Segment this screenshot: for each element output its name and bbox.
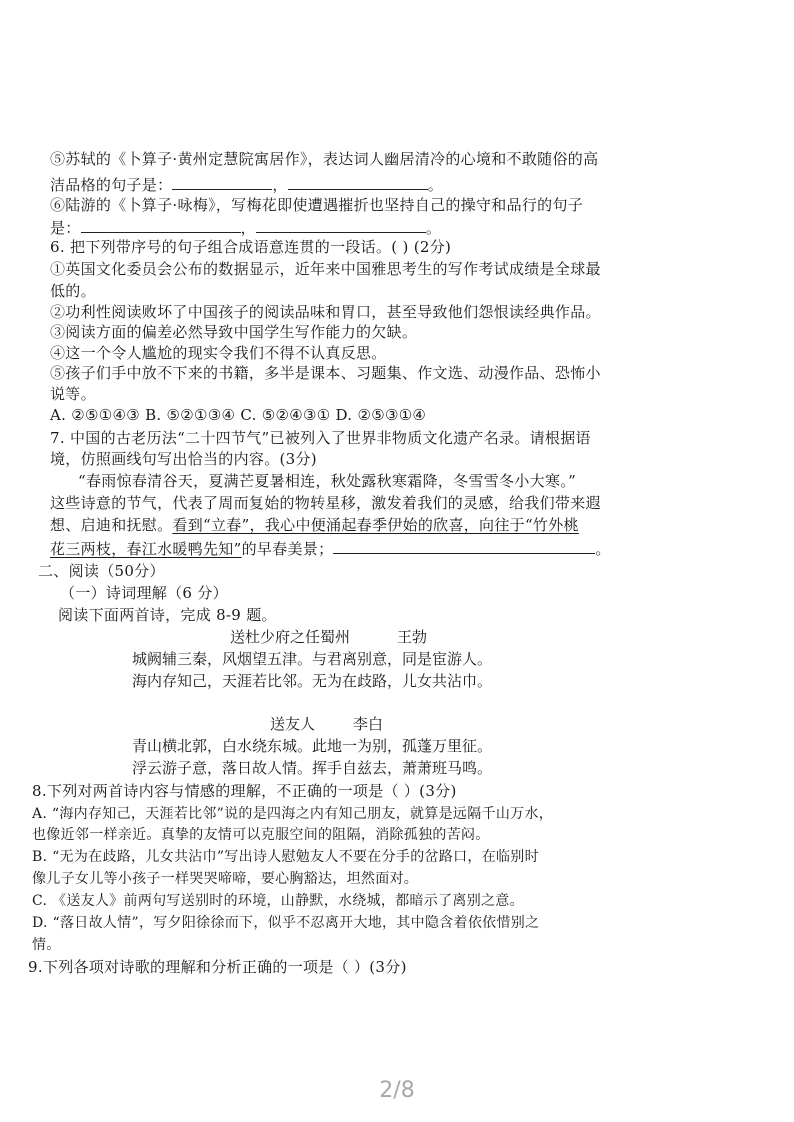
page-indicator: 2/8 — [379, 1078, 415, 1103]
poem1-title: 送杜少府之任蜀州 — [230, 628, 351, 646]
q6-sentence-5a: ⑤孩子们手中放不下来的书籍，多半是课本、习题集、作文选、动漫作品、恐怖小 — [50, 364, 601, 382]
q8-option-b-line2: 像儿子女儿等小孩子一样哭哭啼啼，要心胸豁达，坦然面对。 — [32, 871, 419, 887]
q7-passage-line3: 花三两枝，春江水暖鸭先知”的早春美景； 。 — [50, 537, 650, 560]
poem1-line2: 海内存知己，天涯若比邻。无为在歧路，儿女共沾巾。 — [132, 672, 493, 690]
answer-blank[interactable] — [288, 173, 428, 190]
answer-blank[interactable] — [256, 216, 426, 233]
section-subtitle: （一）诗词理解（6 分） — [60, 584, 228, 602]
q6-sentence-1b: 低的。 — [50, 282, 96, 300]
q8-option-c: C. 《送友人》前两句写送别时的环境，山静默，水绕城，都暗示了离别之意。 — [32, 893, 524, 909]
q6-options: A. ②⑤①④③ B. ⑤②①③④ C. ⑤②④③① D. ②⑤③①④ — [50, 406, 427, 424]
poem2-line1: 青山横北郭，白水绕东城。此地一为别，孤蓬万里征。 — [132, 737, 493, 755]
poem2-title: 送友人 — [270, 715, 316, 733]
q5-item5-line2: 洁品格的句子是： ， 。 — [50, 173, 650, 196]
q5-item6-line1: ⑥陆游的《卜算子·咏梅》，写梅花即使遭遇摧折也坚持自己的操守和品行的句子 — [50, 196, 584, 214]
q9-stem: 9.下列各项对诗歌的理解和分析正确的一项是（ ）(3分) — [28, 958, 407, 976]
reading-instruction: 阅读下面两首诗，完成 8-9 题。 — [58, 606, 277, 624]
answer-blank[interactable] — [172, 173, 272, 190]
q8-option-a-line2: 也像近邻一样亲近。真挚的友情可以克服空间的阻隔，消除孤独的苦闷。 — [32, 827, 490, 843]
q7-passage-line2: 想、启迪和抚慰。看到“立春”，我心中便涌起春季伊始的欣喜，向往于“竹外桃 — [50, 516, 579, 534]
q8-option-b-line1: B. “无为在歧路，儿女共沾巾”写出诗人慰勉友人不要在分手的岔路口，在临别时 — [32, 849, 539, 865]
q7-quote: “春雨惊春清谷天，夏满芒夏暑相连，秋处露秋寒霜降，冬雪雪冬小大寒。” — [78, 472, 577, 490]
q7-passage-line1: 这些诗意的节气，代表了周而复始的物转星移，激发着我们的灵感，给我们带来遐 — [50, 494, 601, 512]
answer-blank[interactable] — [333, 537, 595, 554]
poem2-author: 李白 — [353, 715, 384, 733]
q8-option-a-line1: A. “海内存知己，天涯若比邻”说的是四海之内有知己朋友，就算是远隔千山万水， — [32, 806, 554, 822]
q8-stem: 8.下列对两首诗内容与情感的理解，不正确的一项是（ ）(3分) — [32, 782, 457, 800]
poem1-line1: 城阙辅三秦，风烟望五津。与君离别意，同是宦游人。 — [132, 650, 493, 668]
section-title: 二、阅读（50分） — [38, 562, 165, 580]
q8-option-d-line2: 情。 — [32, 937, 61, 953]
q8-option-d-line1: D. “落日故人情”，写夕阳徐徐而下，似乎不忍离开大地，其中隐含着依依惜别之 — [32, 915, 540, 931]
underlined-sentence: 看到“立春”，我心中便涌起春季伊始的欣喜，向往于“竹外桃 — [172, 516, 579, 534]
q7-stem-line1: 7. 中国的古老历法“二十四节气”已被列入了世界非物质文化遗产名录。请根据语 — [50, 429, 591, 447]
poem2-line2: 浮云游子意，落日故人情。挥手自兹去，萧萧班马鸣。 — [132, 759, 493, 777]
q7-stem-line2: 境，仿照画线句写出恰当的内容。(3分) — [50, 450, 317, 468]
underlined-sentence: 花三两枝，春江水暖鸭先知” — [50, 540, 242, 558]
q6-sentence-1a: ①英国文化委员会公布的数据显示，近年来中国雅思考生的写作考试成绩是全球最 — [50, 260, 601, 278]
q6-sentence-2: ②功利性阅读败坏了中国孩子的阅读品味和胃口，甚至导致他们怨恨读经典作品。 — [50, 303, 601, 321]
q6-sentence-5b: 说等。 — [50, 385, 96, 403]
q6-sentence-3: ③阅读方面的偏差必然导致中国学生写作能力的欠缺。 — [50, 323, 418, 341]
answer-blank[interactable] — [81, 216, 241, 233]
q6-stem: 6. 把下列带序号的句子组合成语意连贯的一段话。( ) (2分) — [50, 238, 452, 256]
q6-sentence-4: ④这一个令人尴尬的现实令我们不得不认真反思。 — [50, 344, 387, 362]
q5-item5-line1: ⑤苏轼的《卜算子·黄州定慧院寓居作》，表达词人幽居清冷的心境和不敢随俗的高 — [50, 150, 599, 168]
q5-item6-line2: 是： ， 。 — [50, 216, 650, 239]
poem1-author: 王勃 — [397, 628, 428, 646]
